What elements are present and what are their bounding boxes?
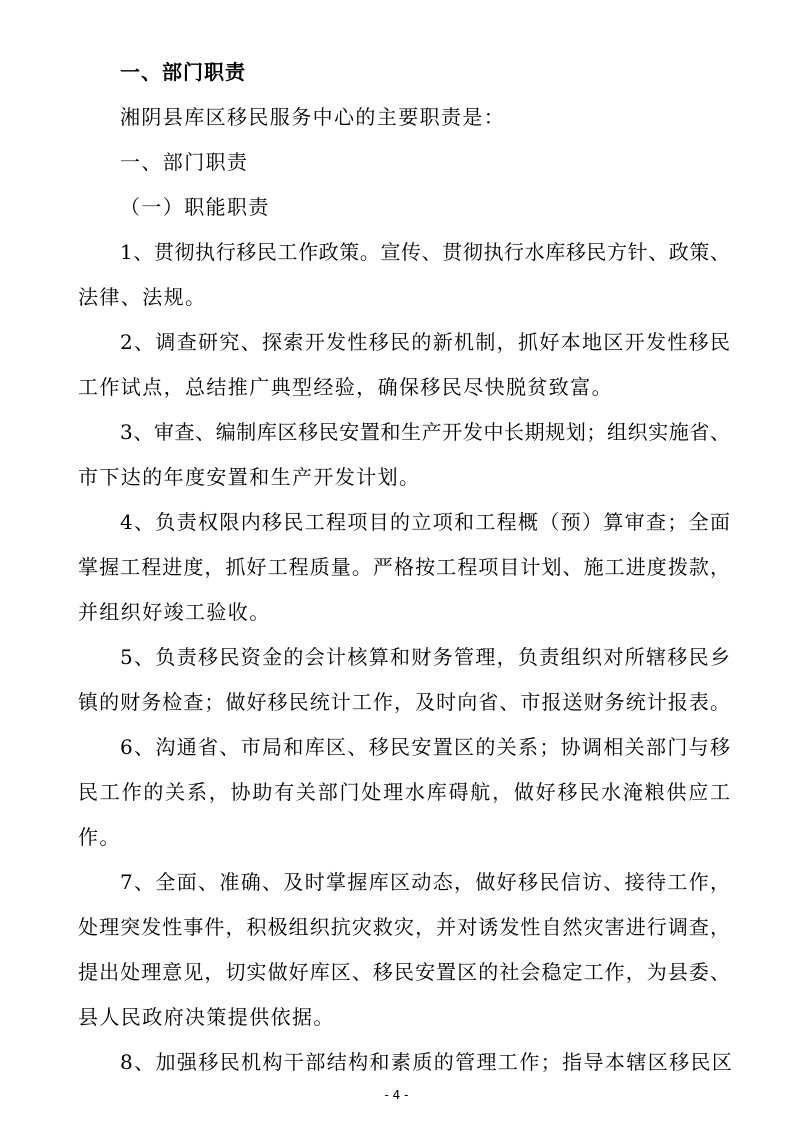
text-line: 7、全面、准确、及时掌握库区动态，做好移民信访、接待工作， (120, 870, 730, 894)
section-heading: 一、部门职责 (120, 60, 246, 84)
text-line: 镇的财务检查；做好移民统计工作，及时向省、市报送财务统计报表。 (78, 690, 730, 714)
text-line: 掌握工程进度，抓好工程质量。严格按工程项目计划、施工进度拨款， (78, 555, 730, 579)
text-line: 4、负责权限内移民工程项目的立项和工程概（预）算审查；全面 (120, 510, 730, 534)
text-line: 8、加强移民机构干部结构和素质的管理工作；指导本辖区移民区 (120, 1050, 734, 1074)
section-title: （一）职能职责 (120, 195, 270, 219)
text-line: 提出处理意见，切实做好库区、移民安置区的社会稳定工作，为县委、 (78, 960, 730, 984)
text-line: 民工作的关系，协助有关部门处理水库碍航，做好移民水淹粮供应工 (78, 780, 730, 804)
intro-paragraph: 湘阴县库区移民服务中心的主要职责是： (120, 105, 506, 129)
text-line: 1、贯彻执行移民工作政策。宣传、贯彻执行水库移民方针、政策、 (120, 240, 730, 264)
text-line: 2、调查研究、探索开发性移民的新机制，抓好本地区开发性移民 (120, 330, 730, 354)
text-line: 法律、法规。 (78, 285, 207, 309)
text-line: 处理突发性事件，积极组织抗灾救灾，并对诱发性自然灾害进行调查， (78, 915, 730, 939)
text-line: 5、负责移民资金的会计核算和财务管理，负责组织对所辖移民乡 (120, 645, 730, 669)
text-line: 作。 (78, 825, 121, 849)
text-line: 工作试点，总结推广典型经验，确保移民尽快脱贫致富。 (78, 375, 613, 399)
subheading: 一、部门职责 (120, 150, 249, 174)
text-line: 县人民政府决策提供依据。 (78, 1005, 335, 1029)
text-line: 3、审查、编制库区移民安置和生产开发中长期规划；组织实施省、 (120, 420, 730, 444)
text-line: 市下达的年度安置和生产开发计划。 (78, 465, 421, 489)
text-line: 6、沟通省、市局和库区、移民安置区的关系；协调相关部门与移 (120, 735, 730, 759)
text-line: 并组织好竣工验收。 (78, 600, 271, 624)
page-number: - 4 - (384, 1088, 409, 1102)
